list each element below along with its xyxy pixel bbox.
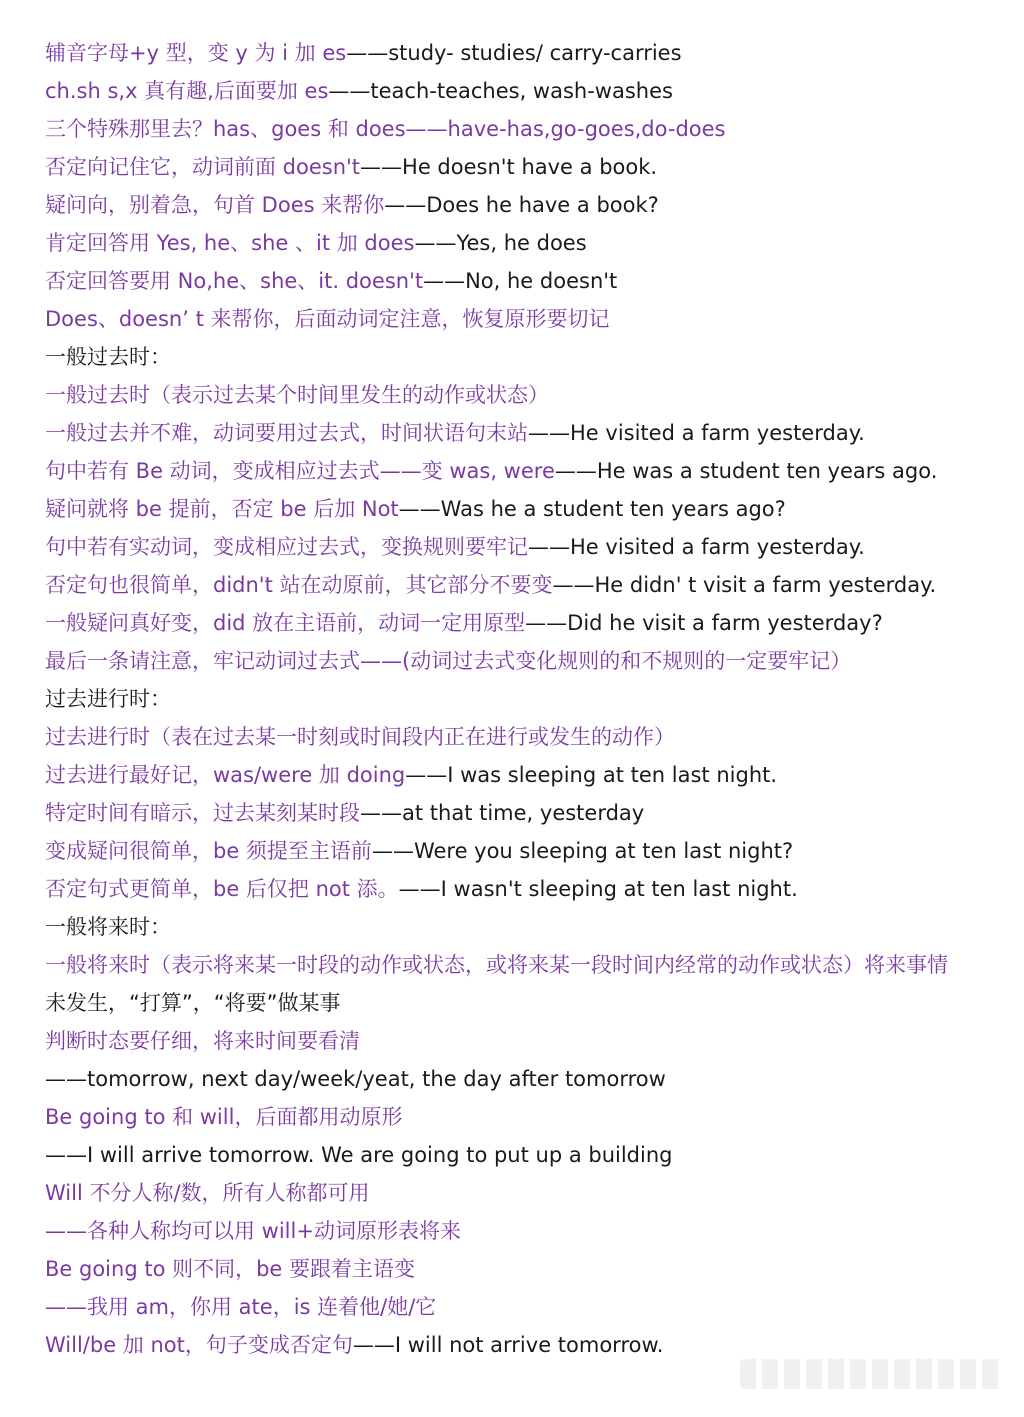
text-line xyxy=(45,376,1004,414)
heading-text: 过去进行时： xyxy=(45,687,171,711)
text-line xyxy=(45,1250,1004,1288)
rule-text: 一般过去时（表示过去某个时间里发生的动作或状态） xyxy=(45,383,549,407)
example-text: ——No, he doesn't xyxy=(423,269,618,293)
heading-text: 一般过去时： xyxy=(45,345,171,369)
example-text: ——He was a student ten years ago. xyxy=(554,459,938,483)
text-line xyxy=(45,870,1004,908)
example-text: ——He visited a farm yesterday. xyxy=(528,535,865,559)
text-line xyxy=(45,1098,1004,1136)
section-heading xyxy=(45,338,1004,376)
text-line xyxy=(45,1174,1004,1212)
rule-text: ——我用 am，你用 ate，is 连着他/她/它 xyxy=(45,1295,437,1319)
rule-text: Be going to 和 will，后面都用动原形 xyxy=(45,1105,403,1129)
text-line xyxy=(45,756,1004,794)
rule-text: ——各种人称均可以用 will+动词原形表将来 xyxy=(45,1219,461,1243)
example-text: ——He doesn't have a book. xyxy=(360,155,658,179)
rule-text: 否定回答要用 No,he、she、it. doesn't xyxy=(45,269,424,293)
example-text: ——I was sleeping at ten last night. xyxy=(405,763,778,787)
rule-text: 特定时间有暗示，过去某刻某时段 xyxy=(45,801,360,825)
rule-text: Will/be 加 not，句子变成否定句 xyxy=(45,1333,353,1357)
rule-text: 否定句也很简单，didn't 站在动原前，其它部分不要变 xyxy=(45,573,553,597)
text-line xyxy=(45,1212,1004,1250)
example-text: ——at that time, yesterday xyxy=(360,801,645,825)
example-text: ——Yes, he does xyxy=(414,231,587,255)
example-text: ——Were you sleeping at ten last night? xyxy=(371,839,794,863)
text-line xyxy=(45,1288,1004,1326)
example-text: ——I will not arrive tomorrow. xyxy=(352,1333,664,1357)
text-line xyxy=(45,224,1004,262)
example-text: ——He visited a farm yesterday. xyxy=(528,421,865,445)
rule-text: 句中若有 Be 动词，变成相应过去式——变 was, were xyxy=(45,459,555,483)
text-line xyxy=(45,34,1004,72)
rule-text: 否定向记住它，动词前面 doesn't xyxy=(45,155,361,179)
text-line xyxy=(45,452,1004,490)
text-line xyxy=(45,186,1004,224)
text-line xyxy=(45,984,1004,1022)
rule-text: 过去进行最好记，was/were 加 doing xyxy=(45,763,406,787)
example-text: ——teach-teaches, wash-washes xyxy=(328,79,673,103)
text-line xyxy=(45,262,1004,300)
rule-text: 肯定回答用 Yes, he、she 、it 加 does xyxy=(45,231,415,255)
rule-text: 三个特殊那里去？has、goes 和 does——have-has,go-goes,do-does xyxy=(45,117,726,141)
text-line xyxy=(45,300,1004,338)
text-line xyxy=(45,946,1004,984)
text-line xyxy=(45,110,1004,148)
text-line xyxy=(45,566,1004,604)
example-text: ——Does he have a book? xyxy=(384,193,659,217)
rule-text: Will 不分人称/数，所有人称都可用 xyxy=(45,1181,370,1205)
text-line xyxy=(45,718,1004,756)
section-heading xyxy=(45,680,1004,718)
rule-text: 一般疑问真好变，did 放在主语前，动词一定用原型 xyxy=(45,611,526,635)
text-line xyxy=(45,490,1004,528)
heading-text: 一般将来时： xyxy=(45,915,171,939)
rule-text: 疑问向，别着急，句首 Does 来帮你 xyxy=(45,193,385,217)
example-text: ——I will arrive tomorrow. We are going to put up a building xyxy=(45,1143,673,1167)
text-line xyxy=(45,528,1004,566)
text-line xyxy=(45,72,1004,110)
example-text: ——study- studies/ carry-carries xyxy=(346,41,682,65)
text-line xyxy=(45,1022,1004,1060)
text-line xyxy=(45,794,1004,832)
text-line xyxy=(45,414,1004,452)
rule-text: 否定句式更简单，be 后仅把 not 添。 xyxy=(45,877,399,901)
text-line xyxy=(45,832,1004,870)
example-text: ——He didn' t visit a farm yesterday. xyxy=(552,573,937,597)
example-text: ——tomorrow, next day/week/yeat, the day after tomorrow xyxy=(45,1067,666,1091)
rule-text: 句中若有实动词，变成相应过去式，变换规则要牢记 xyxy=(45,535,528,559)
text-line xyxy=(45,1060,1004,1098)
rule-text: 疑问就将 be 提前，否定 be 后加 Not xyxy=(45,497,399,521)
text-line xyxy=(45,642,1004,680)
rule-text: Does、doesn’ t 来帮你，后面动词定注意，恢复原形要切记 xyxy=(45,307,610,331)
rule-text: Be going to 则不同，be 要跟着主语变 xyxy=(45,1257,416,1281)
example-text: ——I wasn't sleeping at ten last night. xyxy=(398,877,798,901)
rule-text: 变成疑问很简单，be 须提至主语前 xyxy=(45,839,372,863)
rule-text: ch.sh s,x 真有趣,后面要加 es xyxy=(45,79,329,103)
rule-text: 判断时态要仔细，将来时间要看清 xyxy=(45,1029,360,1053)
example-text: ——Did he visit a farm yesterday? xyxy=(525,611,883,635)
text-line xyxy=(45,148,1004,186)
rule-text: 辅音字母+y 型，变 y 为 i 加 es xyxy=(45,41,347,65)
text-line xyxy=(45,604,1004,642)
rule-text: 最后一条请注意，牢记动词过去式——(动词过去式变化规则的和不规则的一定要牢记） xyxy=(45,649,852,673)
rule-text: 一般过去并不难，动词要用过去式，时间状语句末站 xyxy=(45,421,528,445)
example-text: 未发生，“打算”，“将要”做某事 xyxy=(45,991,341,1015)
rule-text: 过去进行时（表在过去某一时刻或时间段内正在进行或发生的动作） xyxy=(45,725,675,749)
watermark xyxy=(740,1359,1002,1389)
example-text: ——Was he a student ten years ago? xyxy=(398,497,786,521)
section-heading xyxy=(45,908,1004,946)
rule-text: 一般将来时（表示将来某一时段的动作或状态，或将来某一段时间内经常的动作或状态）将来事情 xyxy=(45,953,948,977)
text-line xyxy=(45,1136,1004,1174)
